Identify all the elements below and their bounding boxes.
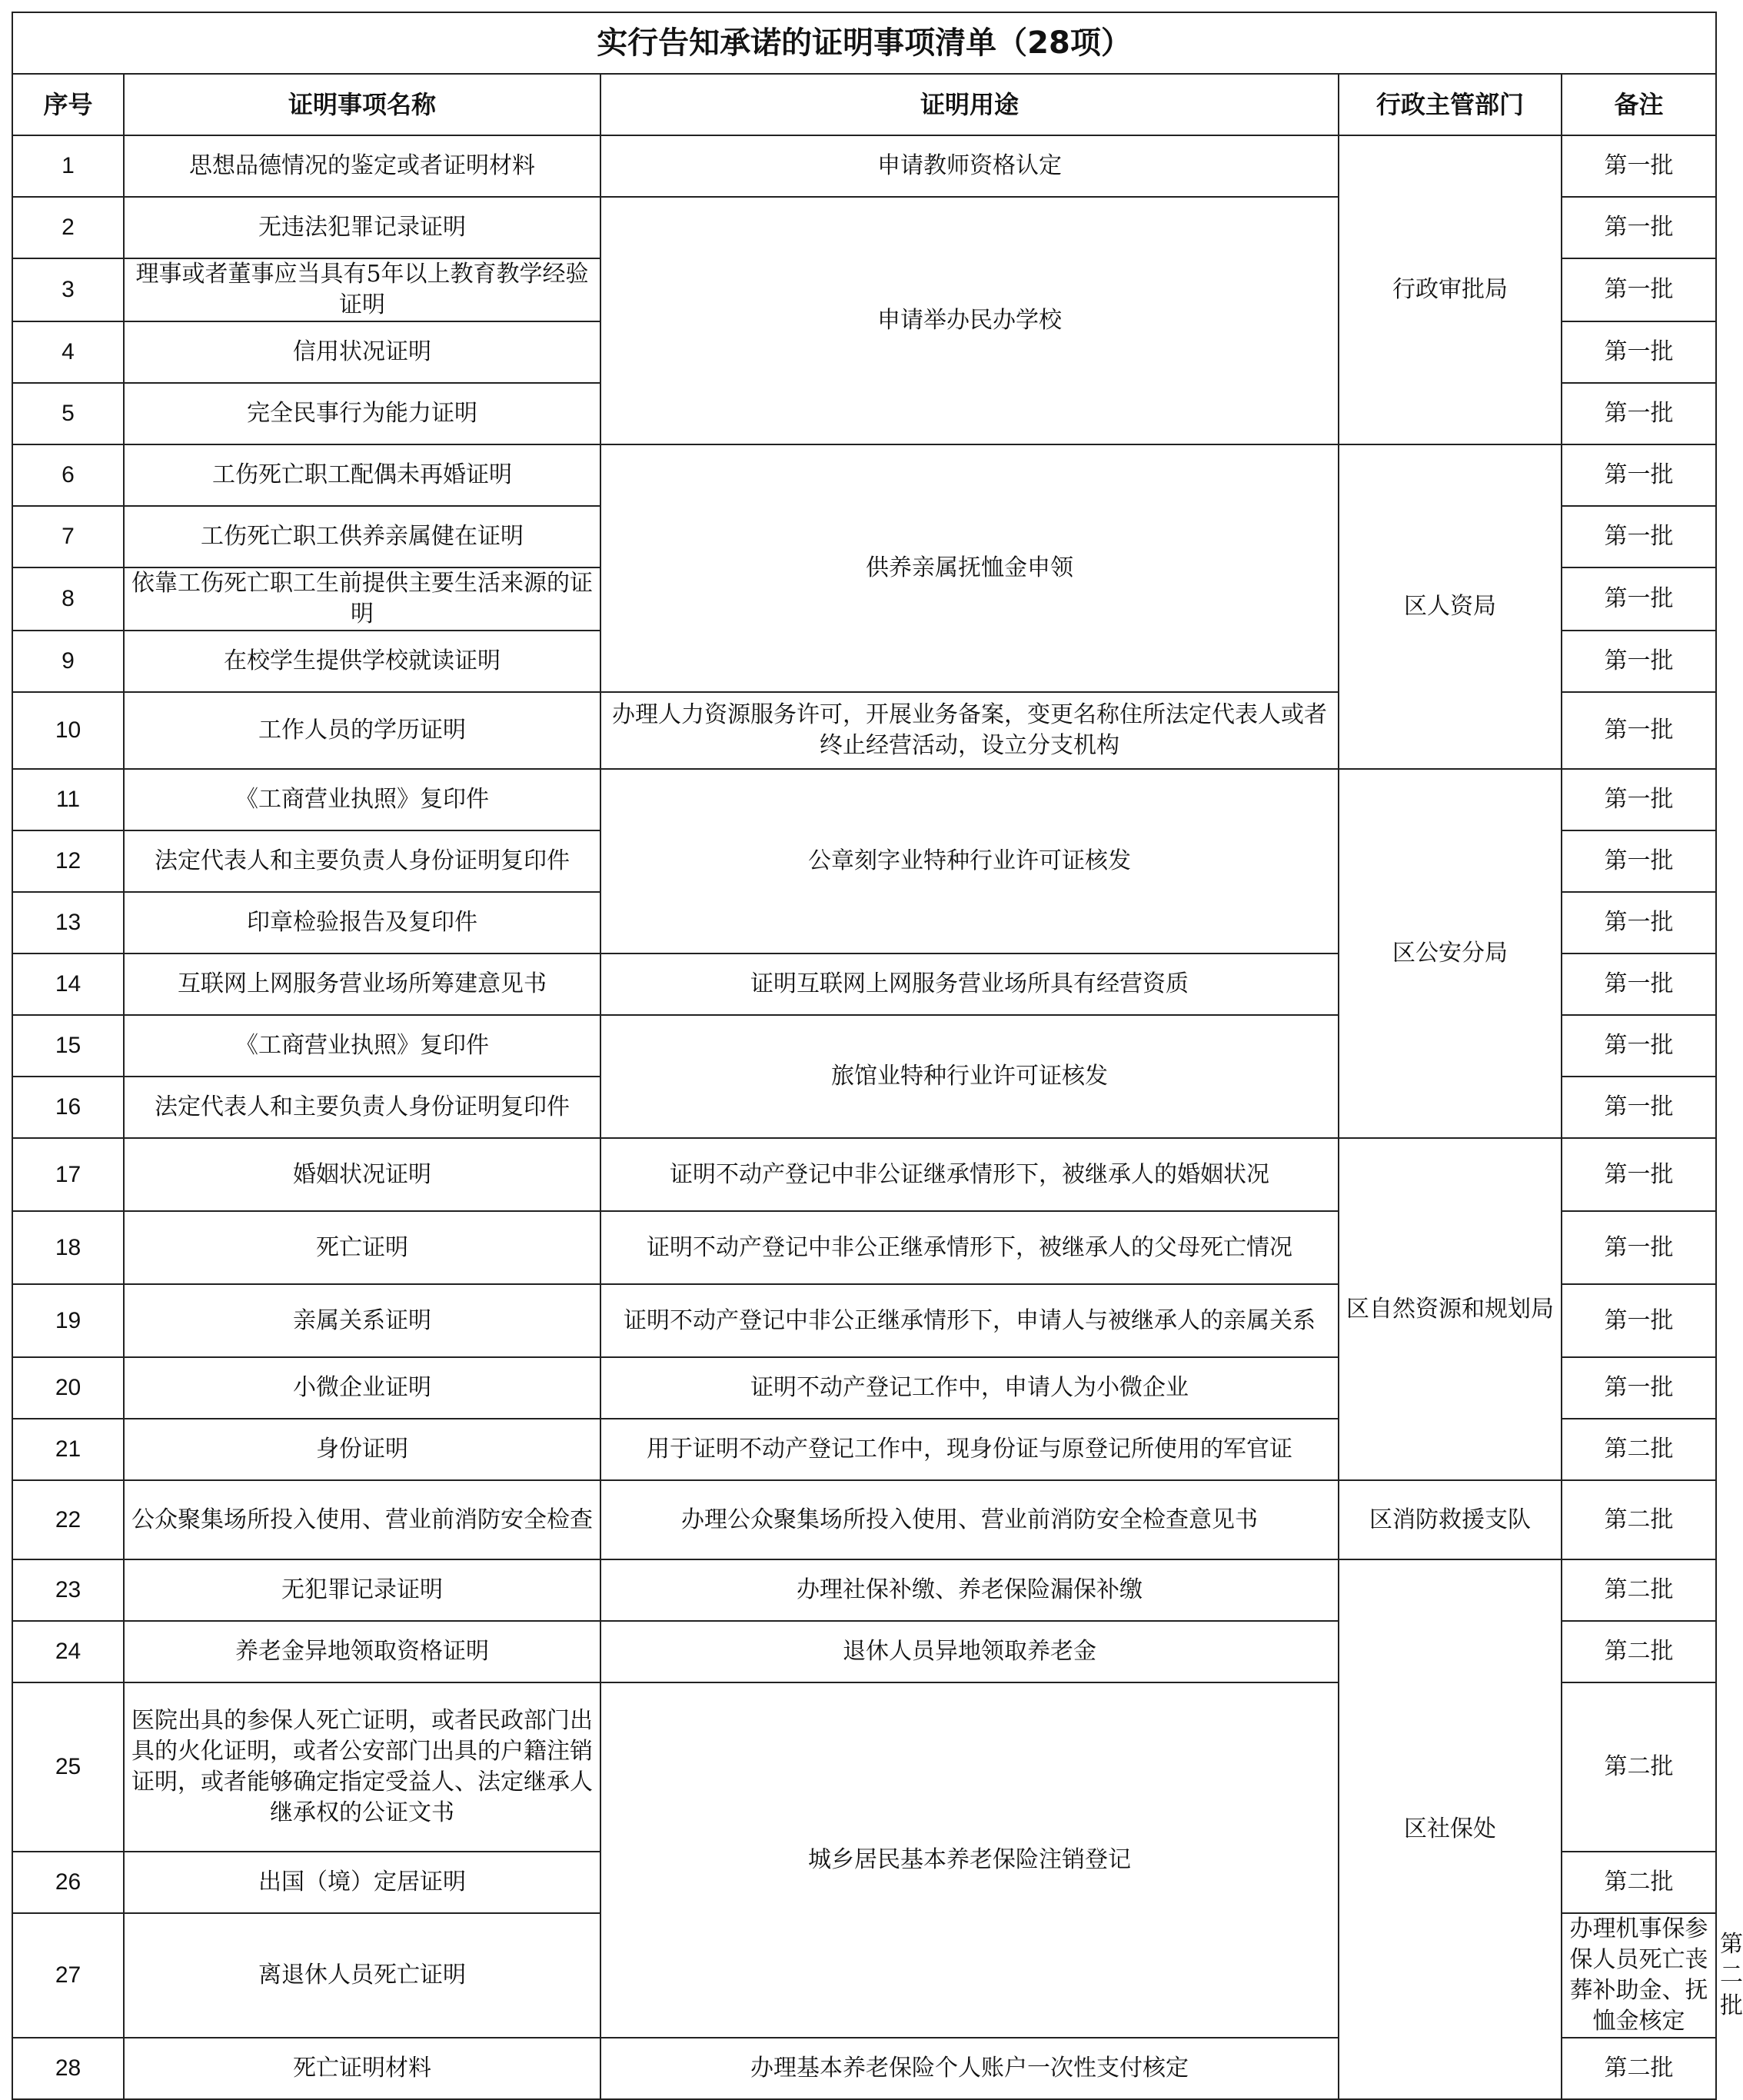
- row-index: 14: [12, 953, 124, 1015]
- certificate-purpose: 办理公众聚集场所投入使用、营业前消防安全检查意见书: [600, 1480, 1339, 1559]
- table-row: [12, 1138, 1716, 1211]
- table-row: 27 离退休人员死亡证明 办理机事保参保人员死亡丧葬补助金、抚恤金核定 第二批: [12, 1913, 1716, 2038]
- batch-note: 第一批: [1562, 631, 1716, 692]
- certificate-name: 完全民事行为能力证明: [124, 383, 600, 444]
- certificate-purpose: 申请举办民办学校: [600, 197, 1339, 444]
- batch-note: 第一批: [1562, 830, 1716, 892]
- certificate-purpose: 用于证明不动产登记工作中，现身份证与原登记所使用的军官证: [600, 1419, 1339, 1480]
- batch-note: 第一批: [1562, 1077, 1716, 1138]
- batch-note: 第一批: [1562, 1015, 1716, 1077]
- certificate-name: 理事或者董事应当具有5年以上教育教学经验证明: [124, 258, 600, 321]
- batch-note: 第一批: [1562, 1284, 1716, 1357]
- batch-note: 第一批: [1562, 892, 1716, 953]
- batch-note: 第二批: [1562, 1621, 1716, 1682]
- batch-note: 第一批: [1562, 769, 1716, 830]
- certificate-list-table: [12, 12, 1743, 2100]
- certificate-name: 亲属关系证明: [124, 1284, 600, 1357]
- table-row: [12, 1559, 1716, 1621]
- batch-note: 第一批: [1562, 135, 1716, 197]
- certificate-name: 《工商营业执照》复印件: [124, 1015, 600, 1077]
- certificate-purpose: 退休人员异地领取养老金: [600, 1621, 1339, 1682]
- row-index: 6: [12, 444, 124, 506]
- batch-note: 第一批: [1562, 1357, 1716, 1419]
- table-row: [12, 444, 1716, 506]
- title-row: [12, 12, 1716, 74]
- department: 行政审批局: [1339, 135, 1562, 444]
- row-index: 10: [12, 692, 124, 769]
- certificate-name: 养老金异地领取资格证明: [124, 1621, 600, 1682]
- certificate-name: 死亡证明材料: [124, 2038, 600, 2099]
- certificate-name: 工伤死亡职工配偶未再婚证明: [124, 444, 600, 506]
- department: 区社保处: [1339, 1559, 1562, 2099]
- certificate-name: 无犯罪记录证明: [124, 1559, 600, 1621]
- row-index: 25: [12, 1682, 124, 1852]
- row-index: 24: [12, 1621, 124, 1682]
- header-row: [12, 74, 1716, 135]
- certificate-name: 法定代表人和主要负责人身份证明复印件: [124, 1077, 600, 1138]
- batch-note: 第一批: [1562, 567, 1716, 631]
- department: 区人资局: [1339, 444, 1562, 769]
- certificate-purpose: 公章刻字业特种行业许可证核发: [600, 769, 1339, 953]
- certificate-name: 公众聚集场所投入使用、营业前消防安全检查: [124, 1480, 600, 1559]
- certificate-purpose: 证明不动产登记中非公正继承情形下，被继承人的父母死亡情况: [600, 1211, 1339, 1284]
- header-index: 序号: [12, 74, 124, 135]
- certificate-purpose: 供养亲属抚恤金申领: [600, 444, 1339, 692]
- certificate-purpose: 证明互联网上网服务营业场所具有经营资质: [600, 953, 1339, 1015]
- certificate-name: 法定代表人和主要负责人身份证明复印件: [124, 830, 600, 892]
- row-index: 28: [12, 2038, 124, 2099]
- certificate-purpose: 城乡居民基本养老保险注销登记: [600, 1682, 1339, 2038]
- batch-note: 第二批: [1562, 1480, 1716, 1559]
- batch-note: 第一批: [1562, 383, 1716, 444]
- table-row: [12, 135, 1716, 197]
- row-index: 23: [12, 1559, 124, 1621]
- certificate-purpose: 办理人力资源服务许可，开展业务备案，变更名称住所法定代表人或者终止经营活动，设立分支机构: [600, 692, 1339, 769]
- header-note: 备注: [1562, 74, 1716, 135]
- certificate-name: 离退休人员死亡证明: [124, 1913, 600, 2038]
- row-index: 13: [12, 892, 124, 953]
- row-index: 9: [12, 631, 124, 692]
- batch-note: 第一批: [1562, 197, 1716, 258]
- certificate-name: 工作人员的学历证明: [124, 692, 600, 769]
- batch-note: 第二批: [1562, 1852, 1716, 1913]
- certificate-name: 《工商营业执照》复印件: [124, 769, 600, 830]
- certificate-name: 依靠工伤死亡职工生前提供主要生活来源的证明: [124, 567, 600, 631]
- batch-note: 第一批: [1562, 506, 1716, 567]
- certificate-name: 医院出具的参保人死亡证明，或者民政部门出具的火化证明，或者公安部门出具的户籍注销证明，或者能够确定指定受益人、法定继承人继承权的公证文书: [124, 1682, 600, 1852]
- certificate-name: 印章检验报告及复印件: [124, 892, 600, 953]
- certificate-name: 身份证明: [124, 1419, 600, 1480]
- row-index: 22: [12, 1480, 124, 1559]
- batch-note: 第二批: [1562, 2038, 1716, 2099]
- row-index: 20: [12, 1357, 124, 1419]
- row-index: 8: [12, 567, 124, 631]
- row-index: 11: [12, 769, 124, 830]
- certificate-name: 信用状况证明: [124, 321, 600, 383]
- department: 区自然资源和规划局: [1339, 1138, 1562, 1480]
- batch-note: 第一批: [1562, 1138, 1716, 1211]
- row-index: 2: [12, 197, 124, 258]
- row-index: 5: [12, 383, 124, 444]
- row-index: 1: [12, 135, 124, 197]
- row-index: 27: [12, 1913, 124, 2038]
- certificate-purpose: 旅馆业特种行业许可证核发: [600, 1015, 1339, 1138]
- department: 区消防救援支队: [1339, 1480, 1562, 1559]
- certificate-name: 小微企业证明: [124, 1357, 600, 1419]
- certificate-name: 在校学生提供学校就读证明: [124, 631, 600, 692]
- certificate-name: 互联网上网服务营业场所筹建意见书: [124, 953, 600, 1015]
- certificate-purpose: 申请教师资格认定: [600, 135, 1339, 197]
- row-index: 21: [12, 1419, 124, 1480]
- department: 区公安分局: [1339, 769, 1562, 1138]
- row-index: 3: [12, 258, 124, 321]
- certificate-purpose: 证明不动产登记中非公正继承情形下，申请人与被继承人的亲属关系: [600, 1284, 1339, 1357]
- certificate-purpose: 证明不动产登记中非公证继承情形下，被继承人的婚姻状况: [600, 1138, 1339, 1211]
- header-purpose: 证明用途: [600, 74, 1339, 135]
- batch-note: 第一批: [1562, 953, 1716, 1015]
- certificate-purpose: 办理机事保参保人员死亡丧葬补助金、抚恤金核定: [1562, 1913, 1716, 2038]
- batch-note: 第一批: [1562, 692, 1716, 769]
- table-row: [12, 769, 1716, 830]
- certificate-name: 无违法犯罪记录证明: [124, 197, 600, 258]
- certificate-name: 婚姻状况证明: [124, 1138, 600, 1211]
- row-index: 7: [12, 506, 124, 567]
- batch-note: 第二批: [1562, 1559, 1716, 1621]
- table-title: 实行告知承诺的证明事项清单（28项）: [12, 12, 1716, 74]
- row-index: 12: [12, 830, 124, 892]
- header-department: 行政主管部门: [1339, 74, 1562, 135]
- batch-note: 第一批: [1562, 444, 1716, 506]
- certificate-name: 死亡证明: [124, 1211, 600, 1284]
- batch-note: 第二批: [1562, 1419, 1716, 1480]
- row-index: 4: [12, 321, 124, 383]
- certificate-name: 思想品德情况的鉴定或者证明材料: [124, 135, 600, 197]
- row-index: 26: [12, 1852, 124, 1913]
- header-name: 证明事项名称: [124, 74, 600, 135]
- certificate-purpose: 办理社保补缴、养老保险漏保补缴: [600, 1559, 1339, 1621]
- batch-note: 第一批: [1562, 258, 1716, 321]
- certificate-purpose: 证明不动产登记工作中，申请人为小微企业: [600, 1357, 1339, 1419]
- batch-note: 第二批: [1562, 1682, 1716, 1852]
- certificate-name: 工伤死亡职工供养亲属健在证明: [124, 506, 600, 567]
- row-index: 19: [12, 1284, 124, 1357]
- row-index: 18: [12, 1211, 124, 1284]
- row-index: 16: [12, 1077, 124, 1138]
- certificate-purpose: 办理基本养老保险个人账户一次性支付核定: [600, 2038, 1339, 2099]
- batch-note: 第一批: [1562, 321, 1716, 383]
- table-row: [12, 1480, 1716, 1559]
- certificate-name: 出国（境）定居证明: [124, 1852, 600, 1913]
- row-index: 15: [12, 1015, 124, 1077]
- batch-note: 第一批: [1562, 1211, 1716, 1284]
- row-index: 17: [12, 1138, 124, 1211]
